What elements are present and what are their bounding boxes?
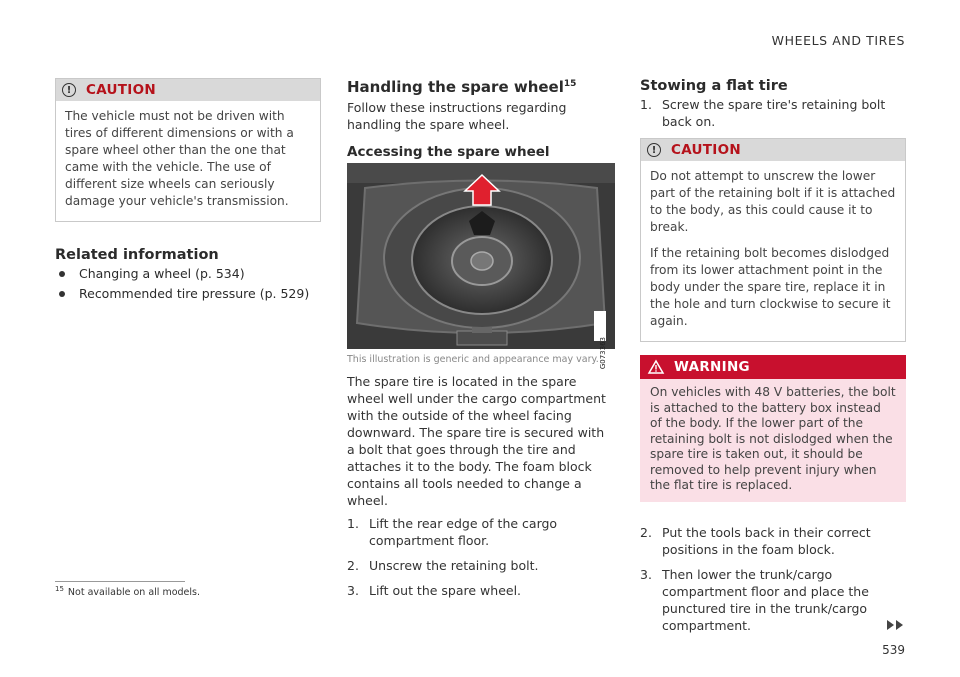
body-text: The spare tire is located in the spare wheel well under the cargo compartment with the outside of the wheel facing downward. The spare tire is secured with a bolt that goes through the tire and attaches it to the body. The foam block contains all tools needed to change a wheel. [347,374,606,508]
related-info-list [55,265,321,303]
column-2 [347,78,615,607]
footnote-text: Not available on all models. [67,587,201,599]
caution-text-1: Do not attempt to unscrew the lower part of the retaining bolt if it is attached to the body, as this could cause it to break. [650,169,896,234]
caution-box [55,78,321,222]
section-heading: Handling the spare wheel$^{15}$ [347,78,577,96]
footnote-divider [55,581,185,582]
caution-icon: ! [62,83,76,97]
next-page-icon[interactable] [885,619,905,631]
caution-text-2: If the retaining bolt becomes dislodged from its lower attachment point in the body under the spare tire, replace it in the hole and turn clockwise to secure it again. [650,246,891,328]
page-number: 539 [882,643,905,657]
caution-header [641,139,905,161]
footnote-number: 15 [55,585,64,593]
warning-header [640,355,906,379]
caution-title: CAUTION [86,82,157,98]
figure-caption: This illustration is generic and appearance may vary. [347,354,599,365]
caution-header [56,79,320,101]
warning-text: On vehicles with 48 V batteries, the bolt is attached to the battery box instead of the body. If the lower part of the retaining bolt is not dislodged when the spare tire is taken out, it should be removed to help prevent injury when the flat tire is replaced. [650,385,896,492]
section-header: WHEELS AND TIRES [771,33,905,48]
caution-text: The vehicle must not be driven with tires of different dimensions or with a spare wheel other than the one that came with the vehicle. The use of different size wheels can seriously damage your vehicle's transmission. [65,109,294,208]
warning-box [640,355,906,502]
column-1 [55,78,321,305]
caution-title: CAUTION [671,142,742,158]
figure-code: G073363 [599,337,607,370]
warning-triangle-icon [648,360,664,374]
section-heading-stowing: Stowing a flat tire [640,78,788,94]
intro-text: Follow these instructions regarding handling the spare wheel. [347,100,567,132]
list-item: 2. Unscrew the retaining bolt. [347,558,539,573]
list-item: 2. Put the tools back in their correct positions in the foam block. [640,524,871,557]
stowing-steps-end [640,524,906,634]
footnote-ref[interactable]: 15 [563,79,577,89]
column-3 [640,78,906,642]
related-info-heading: Related information [55,247,219,263]
related-link-tire-pressure[interactable]: Recommended tire pressure (p. 529) [55,285,321,303]
warning-title: WARNING [674,359,750,375]
list-item: 1. Lift the rear edge of the cargo compartment floor. [347,516,558,548]
subheading: Accessing the spare wheel [347,144,550,160]
stowing-steps-start [640,96,906,130]
list-item: 1. Screw the spare tire's retaining bolt back on. [640,97,886,129]
related-link-changing-wheel[interactable]: Changing a wheel (p. 534) [55,265,321,283]
caution-box-bolt [640,138,906,342]
access-steps [347,515,615,599]
footnote [55,585,200,598]
list-item: 3. Then lower the trunk/cargo compartment floor and place the punctured tire in the trunk/cargo compartment. [640,566,869,633]
list-item: 3. Lift out the spare wheel. [347,583,522,598]
caution-icon: ! [647,143,661,157]
